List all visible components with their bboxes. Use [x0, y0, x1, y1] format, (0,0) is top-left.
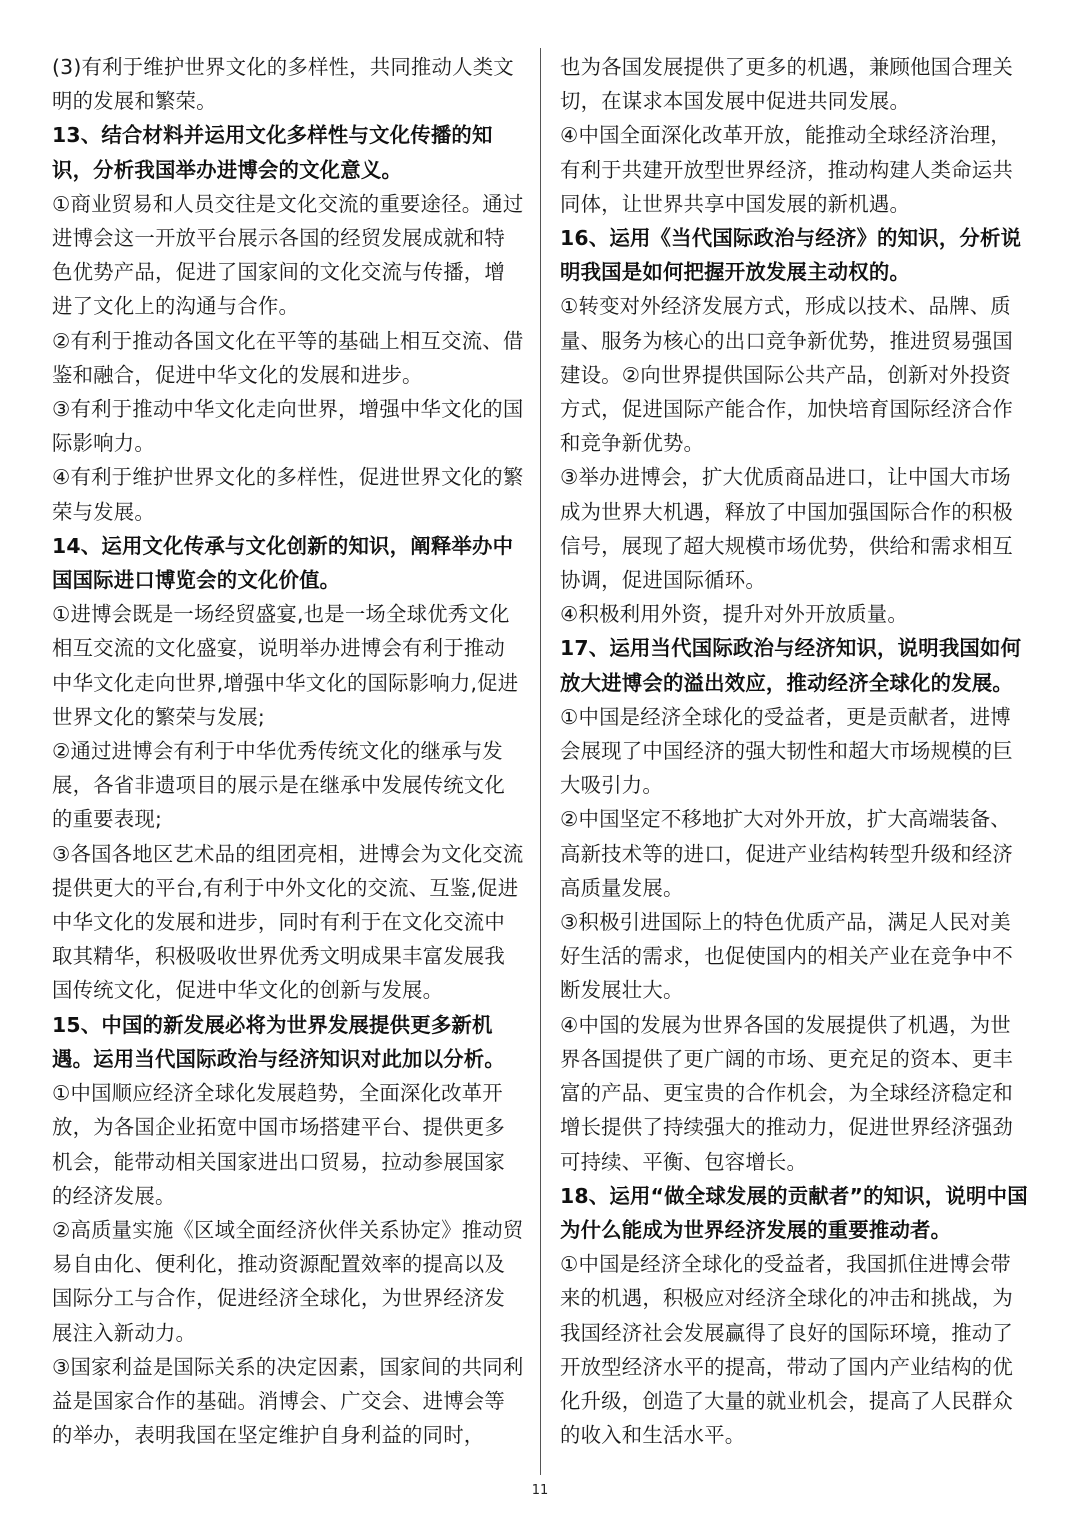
answer-paragraph: ④中国全面深化改革开放，能推动全球经济治理，有利于共建开放型世界经济，推动构建人类命运共同体，让世界共享中国发展的新机遇。	[560, 123, 1013, 216]
question-heading-16: 16、运用《当代国际政治与经济》的知识，分析说明我国是如何把握开放发展主动权的。	[560, 226, 1022, 285]
answer-paragraph: ①中国是经济全球化的受益者，我国抓住进博会带来的机遇，积极应对经济全球化的冲击和挑战，为我国经济社会发展赢得了良好的国际环境，推动了开放型经济水平的提高，带动了国内产业结构的优化升级，创造了大量的就业机会，提高了人民群众的收入和生活水平。	[560, 1252, 1013, 1448]
right-column	[560, 50, 1030, 1452]
question-heading-15: 15、中国的新发展必将为世界发展提供更多新机遇。运用当代国际政治与经济知识对此加以分析。	[52, 1012, 505, 1071]
answer-paragraph: ①进博会既是一场经贸盛宴,也是一场全球优秀文化相互交流的文化盛宴，说明举办进博会有利于推动中华文化走向世界,增强中华文化的国际影响力,促进世界文化的繁荣与发展;	[52, 602, 519, 729]
answer-paragraph: ①转变对外经济发展方式，形成以技术、品牌、质量、服务为核心的出口竞争新优势，推进贸易强国建设。②向世界提供国际公共产品，创新对外投资方式，促进国际产能合作，加快培育国际经济合作和竞争新优势。	[560, 294, 1013, 456]
question-heading-18: 18、运用“做全球发展的贡献者”的知识，说明中国为什么能成为世界经济发展的重要推动者。	[560, 1183, 1028, 1242]
answer-paragraph: ①中国是经济全球化的受益者，更是贡献者，进博会展现了中国经济的强大韧性和超大市场规模的巨大吸引力。	[560, 704, 1013, 798]
answer-paragraph: ④积极利用外资，提升对外开放质量。	[560, 602, 908, 627]
left-column	[52, 50, 524, 1452]
answer-paragraph: 也为各国发展提供了更多的机遇，兼顾他国合理关切，在谋求本国发展中促进共同发展。	[560, 55, 1013, 114]
answer-paragraph: ④中国的发展为世界各国的发展提供了机遇，为世界各国提供了更广阔的市场、更充足的资本、更丰富的产品、更宝贵的合作机会，为全球经济稳定和增长提供了持续强大的推动力，促进世界经济强劲可持续、平衡、包容增长。	[560, 1012, 1013, 1174]
answer-paragraph: ④有利于维护世界文化的多样性，促进世界文化的繁荣与发展。	[52, 465, 524, 524]
answer-paragraph: ②高质量实施《区域全面经济伙伴关系协定》推动贸易自由化、便利化，推动资源配置效率的提高以及国际分工与合作，促进经济全球化，为世界经济发展注入新动力。	[52, 1217, 524, 1345]
answer-paragraph: ③国家利益是国际关系的决定因素，国家间的共同利益是国家合作的基础。消博会、广交会、进博会等的举办，表明我国在坚定维护自身利益的同时，	[52, 1354, 524, 1448]
answer-paragraph: ③积极引进国际上的特色优质产品，满足人民对美好生活的需求，也促使国内的相关产业在竞争中不断发展壮大。	[560, 910, 1013, 1003]
question-heading-13: 13、结合材料并运用文化多样性与文化传播的知识，分析我国举办进博会的文化意义。	[52, 123, 493, 182]
question-heading-14: 14、运用文化传承与文化创新的知识，阐释举办中国国际进口博览会的文化价值。	[52, 533, 514, 593]
question-heading-17: 17、运用当代国际政治与经济知识，说明我国如何放大进博会的溢出效应，推动经济全球化的发展。	[560, 636, 1022, 695]
answer-paragraph: ③举办进博会，扩大优质商品进口，让中国大市场成为世界大机遇，释放了中国加强国际合作的积极信号，展现了超大规模市场优势，供给和需求相互协调，促进国际循环。	[560, 465, 1013, 593]
answer-paragraph: ②有利于推动各国文化在平等的基础上相互交流、借鉴和融合，促进中华文化的发展和进步。	[52, 328, 524, 387]
answer-paragraph: ②通过进博会有利于中华优秀传统文化的继承与发展，各省非遗项目的展示是在继承中发展传统文化的重要表现;	[52, 739, 505, 832]
answer-paragraph: ①中国顺应经济全球化发展趋势，全面深化改革开放，为各国企业拓宽中国市场搭建平台、提供更多机会，能带动相关国家进出口贸易，拉动参展国家的经济发展。	[52, 1081, 505, 1208]
answer-paragraph: ①商业贸易和人员交往是文化交流的重要途径。通过进博会这一开放平台展示各国的经贸发展成就和特色优势产品，促进了国家间的文化交流与传播，增进了文化上的沟通与合作。	[52, 191, 524, 319]
column-divider	[540, 48, 541, 1475]
answer-paragraph: ③各国各地区艺术品的组团亮相，进博会为文化交流提供更大的平台,有利于中外文化的交流、互鉴,促进中华文化的发展和进步，同时有利于在文化交流中取其精华，积极吸收世界优秀文明成果丰富发展我国传统文化，促进中华文化的创新与发展。	[52, 841, 524, 1003]
answer-paragraph: ②中国坚定不移地扩大对外开放，扩大高端装备、高新技术等的进口，促进产业结构转型升级和经济高质量发展。	[560, 807, 1013, 900]
page-number: 11	[531, 1483, 549, 1498]
answer-paragraph: (3)有利于维护世界文化的多样性，共同推动人类文明的发展和繁荣。	[52, 55, 514, 114]
answer-paragraph: ③有利于推动中华文化走向世界，增强中华文化的国际影响力。	[52, 397, 524, 456]
